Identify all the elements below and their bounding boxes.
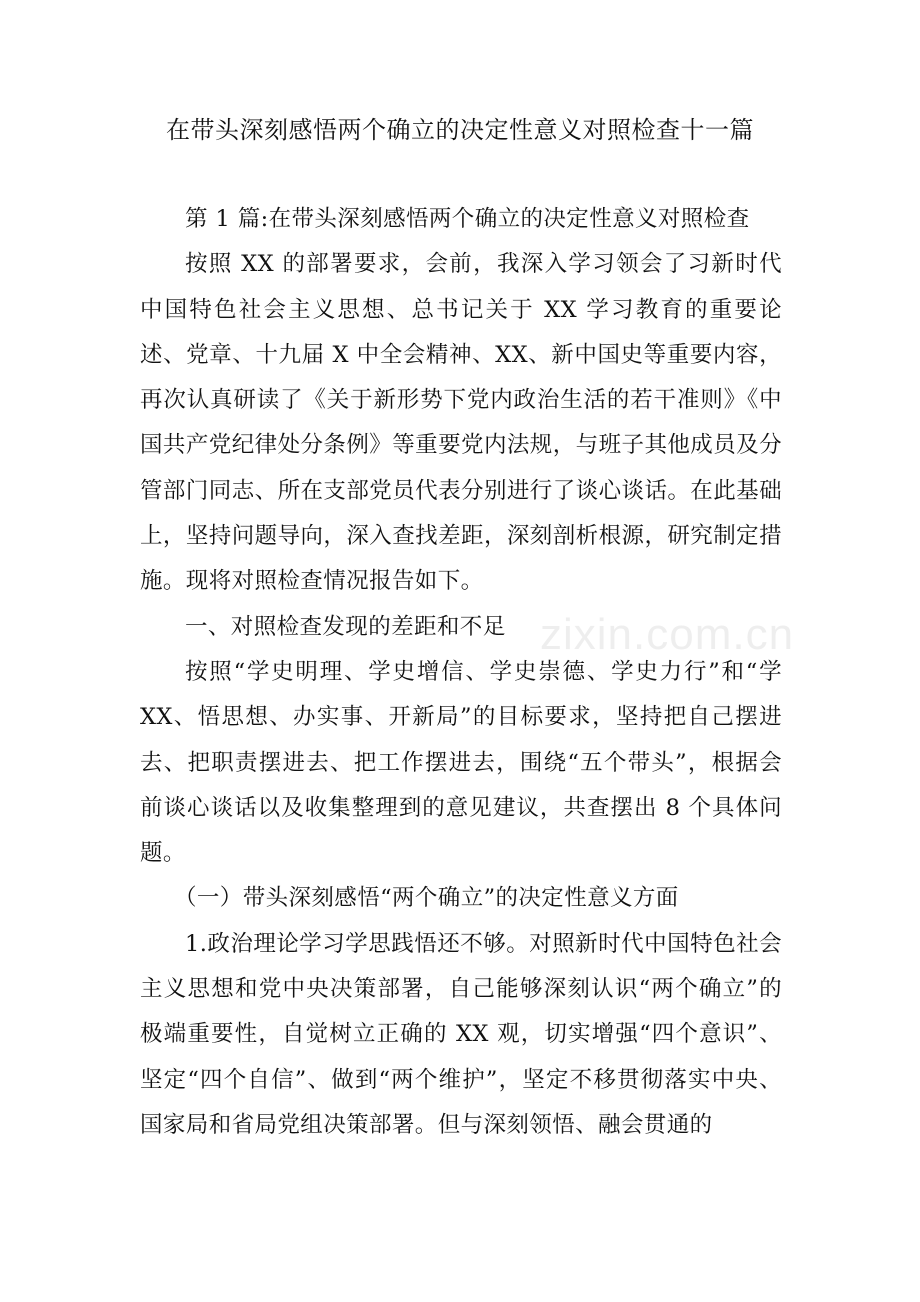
paragraph-requirements: 按照“学史明理、学史增信、学史崇德、学史力行”和“学 XX、悟思想、办实事、开新局”的目标要求，坚持把自己摆进去、把职责摆进去、把工作摆进去，围绕“五个带头”，根据会前谈心谈话以及收集整理到的意见建议，共查摆出 8 个具体问题。 (140, 658, 782, 867)
watermark: zixin.com.cn (540, 610, 795, 659)
document-body (140, 197, 782, 1148)
paragraph-item-one: 1.政治理论学习学思践悟还不够。对照新时代中国特色社会主义思想和党中央决策部署，自己能够深刻认识“两个确立”的极端重要性，自觉树立正确的 XX 观，切实增强“四个意识”、坚定“四个自信”、做到“两个维护”，坚定不移贯彻落实中央、国家局和省局党组决策部署。但与深刻领悟、融会贯通的 (140, 930, 782, 1138)
heading-part-one: 一、对照检查发现的差距和不足 (185, 613, 506, 640)
section-heading: 第 1 篇:在带头深刻感悟两个确立的决定性意义对照检查 (185, 206, 750, 232)
document-title: 在带头深刻感悟两个确立的决定性意义对照检查十一篇 (166, 116, 754, 144)
paragraph-intro: 按照 XX 的部署要求，会前，我深入学习领会了习新时代中国特色社会主义思想、总书记关于 XX 学习教育的重要论述、党章、十九届 X 中全会精神、XX、新中国史等重要内容，再次认真研读了《关于新形势下党内政治生活的若干准则》《中国共产党纪律处分条例》等重要党内法规，与班子其他成员及分管部门同志、所在支部党员代表分别进行了谈心谈话。在此基础上，坚持问题导向，深入查找差距，深刻剖析根源，研究制定措施。现将对照检查情况报告如下。 (140, 251, 782, 595)
heading-subsection-one: （一）带头深刻感悟“两个确立”的决定性意义方面 (174, 885, 679, 912)
